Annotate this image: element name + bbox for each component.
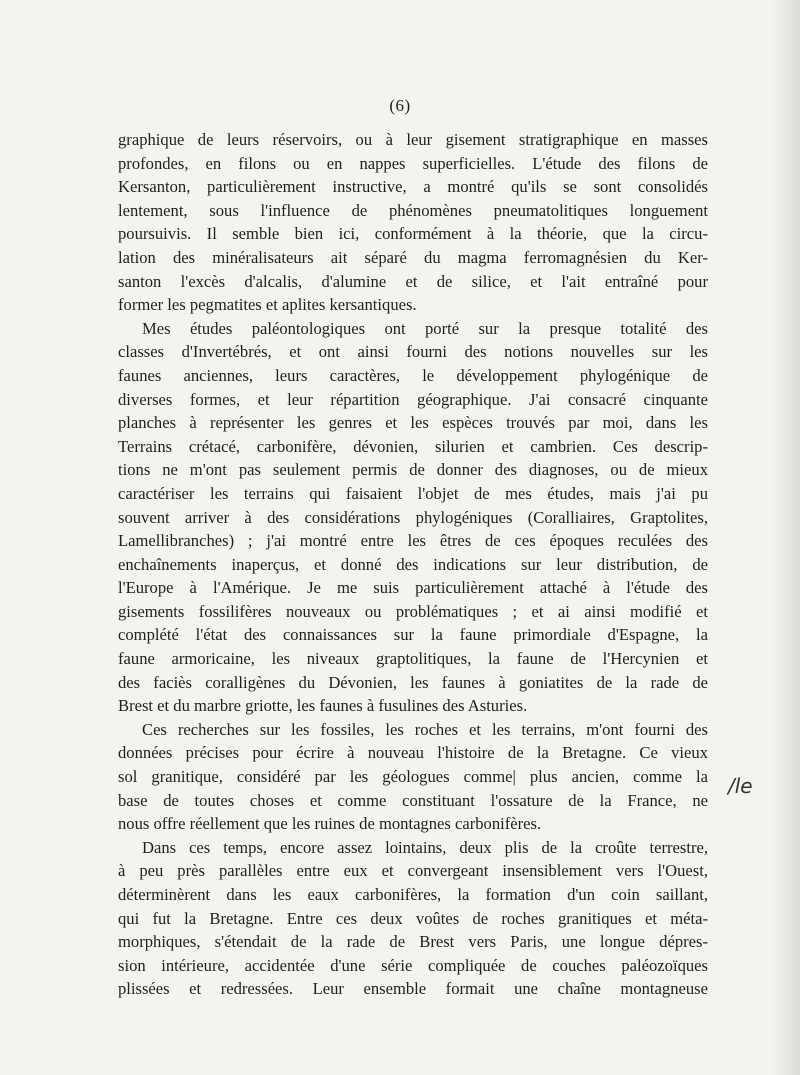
text-line: enchaînements inaperçus, et donné des indications sur leur distribution, de: [118, 554, 708, 574]
text-line: lation des minéralisateurs ait séparé du magma ferromagnésien du Ker-: [118, 247, 708, 267]
text-line: caractériser les terrains qui faisaient l'objet de mes études, mais j'ai pu: [118, 483, 708, 503]
text-line: nous offre réellement que les ruines de montagnes carbonifères.: [118, 814, 542, 834]
text-line: Terrains crétacé, carbonifère, dévonien, silurien et cambrien. Ces descrip-: [118, 436, 708, 456]
text-line: Brest et du marbre griotte, les faunes à fusulines des Asturies.: [118, 696, 528, 716]
text-line: morphiques, s'étendait de la rade de Brest vers Paris, une longue dépres-: [118, 932, 708, 952]
text-line: santon l'excès d'alcalis, d'alumine et de silice, et l'ait entraîné pour: [118, 271, 708, 291]
text-line: sol granitique, considéré par les géologues comme| plus ancien, comme la: [118, 767, 708, 787]
text-line: faune armoricaine, les niveaux graptolitiques, la faune de l'Hercynien et: [118, 649, 708, 669]
text-line: à peu près parallèles entre eux et convergeant insensiblement vers l'Ouest,: [118, 861, 708, 881]
text-line: diverses formes, et leur répartition géographique. J'ai consacré cinquante: [118, 389, 708, 409]
paragraph-1: [118, 128, 708, 317]
page-number: (6): [389, 96, 411, 115]
text-line: souvent arriver à des considérations phylogéniques (Coralliaires, Graptolites,: [118, 507, 708, 527]
text-line: faunes anciennes, leurs caractères, le développement phylogénique de: [118, 365, 708, 385]
text-line: données précises pour écrire à nouveau l'histoire de la Bretagne. Ce vieux: [118, 743, 708, 763]
text-line: planches à représenter les genres et les espèces trouvés par moi, dans les: [118, 413, 708, 433]
text-line: graphique de leurs réservoirs, ou à leur gisement stratigraphique en masses: [118, 130, 708, 149]
text-line: tions ne m'ont pas seulement permis de donner des diagnoses, ou de mieux: [118, 460, 708, 480]
text-line: des faciès coralligènes du Dévonien, les faunes à goniatites de la rade de: [118, 672, 708, 692]
text-line: Ces recherches sur les fossiles, les roches et les terrains, m'ont fourni des: [142, 719, 708, 739]
text-line: Kersanton, particulièrement instructive, a montré qu'ils se sont consolidés: [118, 177, 708, 197]
handwritten-margin-note: /le: [728, 774, 753, 798]
text-line: l'Europe à l'Amérique. Je me suis particulièrement attaché à l'étude des: [118, 578, 708, 598]
text-line: plissées et redressées. Leur ensemble formait une chaîne montagneuse: [118, 979, 708, 999]
text-line: sion intérieure, accidentée d'une série compliquée de couches paléozoïques: [118, 955, 708, 975]
text-line: base de toutes choses et comme constituant l'ossature de la France, ne: [118, 790, 708, 810]
text-line: profondes, en filons ou en nappes superficielles. L'étude des filons de: [118, 153, 708, 173]
text-line: qui fut la Bretagne. Entre ces deux voûtes de roches granitiques et méta-: [118, 908, 708, 928]
text-line: classes d'Invertébrés, et ont ainsi fourni des notions nouvelles sur les: [118, 342, 708, 362]
text-line: Mes études paléontologiques ont porté sur la presque totalité des: [142, 318, 708, 338]
paragraph-2: [118, 317, 708, 718]
text-line: Lamellibranches) ; j'ai montré entre les êtres de ces époques reculées des: [118, 531, 708, 551]
paragraph-4: [118, 836, 708, 1001]
text-line: déterminèrent dans les eaux carbonifères, la formation d'un coin saillant,: [118, 885, 708, 904]
text-line: gisements fossilifères nouveaux ou problématiques ; et ai ainsi modifié et: [118, 601, 708, 621]
text-line: complété l'état des connaissances sur la faune primordiale d'Espagne, la: [118, 625, 708, 645]
text-line: poursuivis. Il semble bien ici, conformément à la théorie, que la circu-: [118, 224, 708, 244]
paragraph-3: [118, 718, 708, 836]
text-line: Dans ces temps, encore assez lointains, deux plis de la croûte terrestre,: [142, 837, 708, 857]
text-line: former les pegmatites et aplites kersantiques.: [118, 295, 417, 315]
body-text: [118, 128, 708, 1001]
text-line: lentement, sous l'influence de phénomènes pneumatolitiques longuement: [118, 200, 708, 220]
